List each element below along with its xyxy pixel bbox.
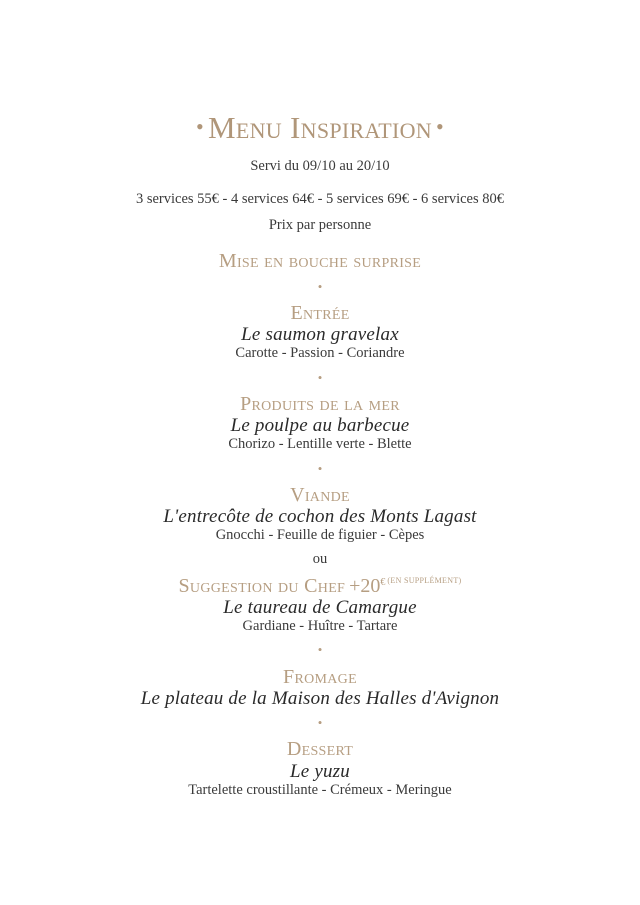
dish-viande: L'entrecôte de cochon des Monts Lagast: [163, 506, 477, 527]
separator-dot: •: [317, 642, 323, 657]
supplement-currency: €: [380, 577, 386, 588]
dish-mer: Le poulpe au barbecue: [230, 415, 410, 436]
separator-dot: •: [317, 370, 323, 385]
section-title-entree: Entrée: [290, 302, 350, 324]
or-label: ou: [312, 551, 328, 567]
title-bullet-left: •: [195, 114, 204, 139]
section-title-dessert: Dessert: [286, 738, 354, 760]
title-bullet-right: •: [436, 114, 445, 139]
desc-entree: Carotte - Passion - Coriandre: [235, 345, 405, 361]
section-title-suggestion: [0, 575, 640, 598]
service-dates: Servi du 09/10 au 20/10: [250, 158, 390, 174]
dish-suggestion: Le taureau de Camargue: [223, 597, 417, 618]
section-title-viande: Viande: [290, 484, 350, 506]
price-per-person: Prix par personne: [268, 217, 372, 233]
dish-dessert: Le yuzu: [290, 761, 350, 782]
separator-dot: •: [317, 461, 323, 476]
separator-dot: •: [317, 279, 323, 294]
suggestion-title: Suggestion du Chef: [178, 575, 346, 597]
desc-suggestion: Gardiane - Huître - Tartare: [242, 618, 398, 634]
section-title-amuse: Mise en bouche surprise: [218, 250, 422, 272]
desc-viande: Gnocchi - Feuille de figuier - Cèpes: [215, 527, 425, 543]
supplement-price: +20: [349, 575, 381, 597]
price-list: 3 services 55€ - 4 services 64€ - 5 services 69€ - 6 services 80€: [135, 191, 505, 207]
section-title-fromage: Fromage: [283, 666, 357, 688]
menu-title-text: Menu Inspiration: [208, 110, 432, 145]
dish-entree: Le saumon gravelax: [241, 324, 399, 345]
dish-fromage: Le plateau de la Maison des Halles d'Avignon: [140, 688, 500, 709]
menu-title: [0, 110, 640, 146]
separator-dot: •: [317, 715, 323, 730]
desc-mer: Chorizo - Lentille verte - Blette: [228, 436, 412, 452]
section-title-mer: Produits de la mer: [240, 393, 400, 415]
supplement-note: (EN SUPPLÉMENT): [387, 576, 462, 585]
desc-dessert: Tartelette croustillante - Crémeux - Meringue: [188, 782, 452, 798]
